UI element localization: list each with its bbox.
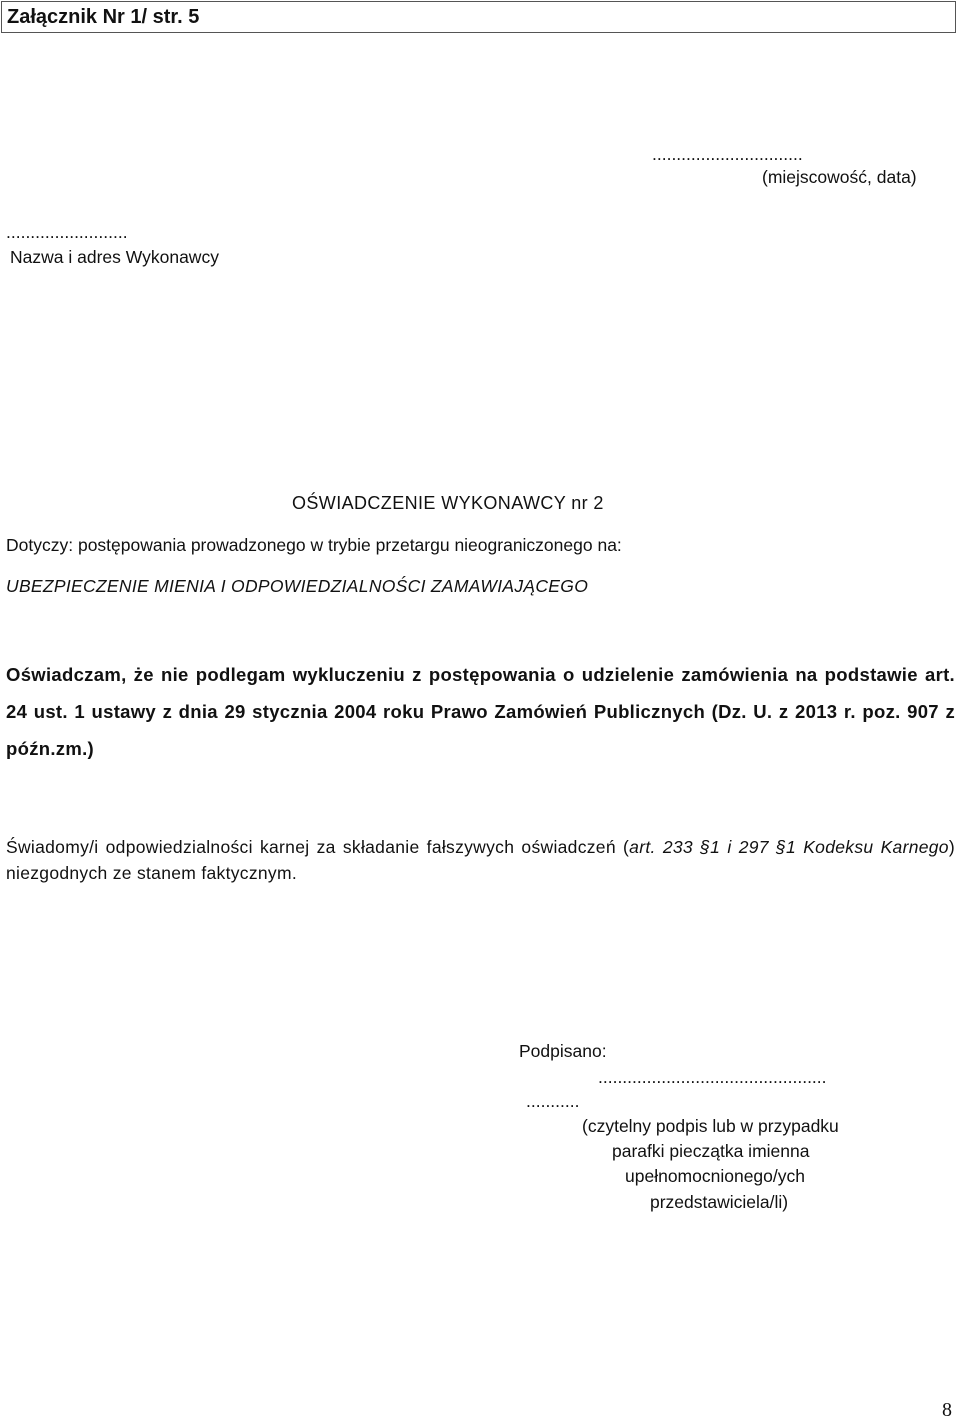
signature-note-line-1: (czytelny podpis lub w przypadku — [582, 1116, 839, 1136]
place-date-label: (miejscowość, data) — [762, 167, 917, 187]
contractor-label: Nazwa i adres Wykonawcy — [10, 247, 219, 267]
signature-label: Podpisano: — [519, 1041, 607, 1061]
place-date-dots: ............................... — [652, 144, 803, 164]
liability-statement — [6, 834, 955, 886]
contractor-dots: ......................... — [6, 222, 128, 242]
procurement-name: UBEZPIECZENIE MIENIA I ODPOWIEDZIALNOŚCI ZAMAWIAJĄCEGO — [6, 576, 589, 596]
signature-note-line-3: upełnomocnionego/ych — [625, 1166, 805, 1186]
liability-prefix: Świadomy/i odpowiedzialności karnej za składanie fałszywych oświadczeń ( — [6, 837, 630, 857]
page-number: 8 — [942, 1399, 952, 1421]
declaration-subject: Dotyczy: postępowania prowadzonego w trybie przetargu nieograniczonego na: — [6, 535, 622, 555]
header-box — [1, 1, 956, 33]
liability-suffix: ) niezgodnych ze stanem faktycznym. — [6, 837, 955, 883]
signature-note-line-4: przedstawiciela/li) — [650, 1192, 789, 1212]
signature-note-line-2: parafki pieczątka imienna — [612, 1141, 810, 1161]
exclusion-statement: Oświadczam, że nie podlegam wykluczeniu z postępowania o udzielenie zamówienia na podstawie art. 24 ust. 1 ustawy z dnia 29 stycznia 2004 roku Prawo Zamówień Publicznych (Dz. U. z 2013 r. poz. 907 z późn.zm.) — [6, 664, 955, 759]
signature-dots-2: ........... — [526, 1091, 580, 1111]
attachment-title: Załącznik Nr 1/ str. 5 — [7, 6, 200, 28]
declaration-title: OŚWIADCZENIE WYKONAWCY nr 2 — [292, 493, 604, 513]
signature-dots-1: ............................................... — [598, 1067, 827, 1087]
liability-reference: art. 233 §1 i 297 §1 Kodeksu Karnego — [629, 837, 949, 857]
